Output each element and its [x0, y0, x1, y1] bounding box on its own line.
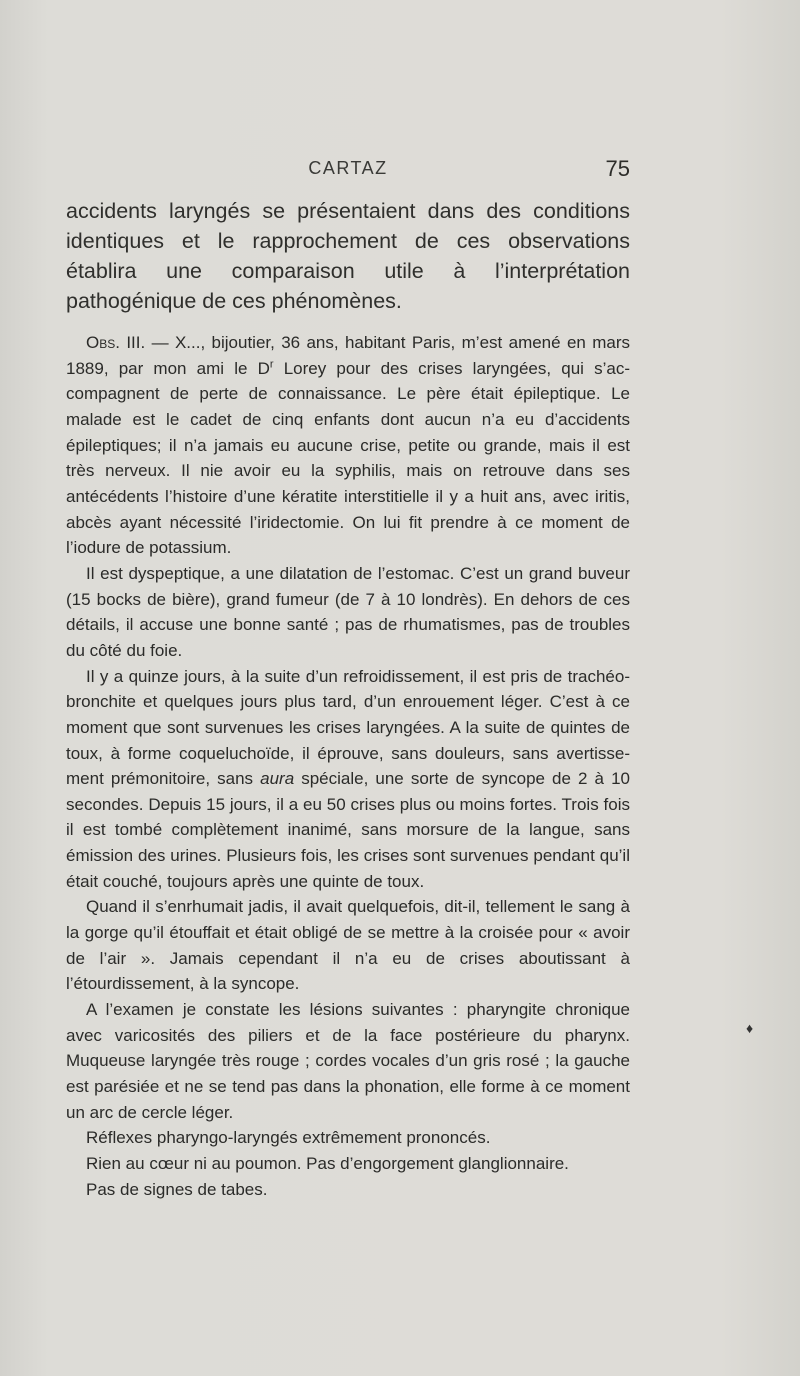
- observation-paragraph: Quand il s’enrhumait jadis, il avait quelquefois, dit-il, tellement le sang à la gorge qu’il étouffait et était obligé de se mettre à la croisée pour « avoir de l’air ». Jamais cependant il n’a eu de crises aboutissant à l’étourdissement, à la syncope.: [66, 897, 630, 994]
- observation-text: [66, 330, 630, 1202]
- observation-paragraph: Il est dyspeptique, a une dilatation de l’estomac. C’est un grand buveur (15 bocks de bière), grand fumeur (de 7 à 10 londrès). En dehors de ces détails, il accuse une bonne santé ; pas de rhumatismes, pas de troubles du côté du foie.: [66, 563, 630, 660]
- observation-paragraph: [66, 330, 630, 561]
- observation-paragraph: [66, 664, 630, 895]
- page-number: 75: [605, 156, 630, 181]
- observation-paragraph: Rien au cœur ni au poumon. Pas d’engorgement glanglionnaire.: [86, 1154, 569, 1173]
- page-header: [66, 158, 630, 184]
- observation-label: Obs. III.: [86, 333, 146, 352]
- observation-text-part: Lorey pour des crises laryngées, qui s’accompagnent de perte de connaissance. Le père était épileptique. Le malade est le cadet de cinq enfants dont aucun n’a eu d’accidents épileptiques; il n’a jamais eu aucune crise, petite ou grande, mais il est très nerveux. Il nie avoir eu la syphilis, mais on retrouve dans ses antécédents l’histoire d’une kératite interstitielle il y a huit ans, avec iritis, abcès ayant nécessité l’iridectomie. On lui fit prendre à ce moment de l’iodure de potassium.: [66, 358, 631, 558]
- italic-term: aura: [260, 769, 295, 789]
- lead-paragraph: accidents laryngés se présentaient dans des conditions identiques et le rapprochement de ces observations établira une comparaison utile à l’interprétation pathogénique de ces phénomènes.: [66, 199, 630, 313]
- ink-speck: ♦: [746, 1022, 754, 1037]
- running-head: CARTAZ: [308, 158, 388, 178]
- observation-text-part: — X..., bijoutier, 36 ans, habitant Paris, m’est amené en mars 1889, par mon ami le D: [66, 333, 631, 378]
- superscript: r: [269, 358, 274, 370]
- observation-paragraph: Réflexes pharyngo-laryngés extrêmement prononcés.: [86, 1128, 491, 1148]
- observation-paragraph: A l’examen je constate les lésions suivantes : pharyngite chronique avec varicosités des piliers et de la face postérieure du pharynx. Muqueuse laryngée très rouge ; cordes vocales d’un gris rosé ; la gauche est parésiée et ne se tend pas dans la phonation, elle forme à ce moment un arc de cercle léger.: [66, 1000, 630, 1122]
- observation-text-part: Il y a quinze jours, à la suite d’un refroidissement, il est pris de trachéobronchite et quelques jours plus tard, d’un enrouement léger. C’est à ce moment que sont survenues les crises laryngées. A la suite de quintes de toux, à forme coqueluchoïde, il éprouve, sans douleurs, sans avertissement prémonitoire, sans: [66, 666, 630, 789]
- observation-text-part: spéciale, une sorte de syncope de 2 à 10 secondes. Depuis 15 jours, il a eu 50 crises plus ou moins fortes. Trois fois il est tombé complètement inanimé, sans morsure de la langue, sans émission des urines. Plusieurs fois, les crises sont survenues pendant qu’il était couché, toujours après une quinte de toux.: [66, 769, 630, 891]
- observation-paragraph: Pas de signes de tabes.: [86, 1179, 268, 1199]
